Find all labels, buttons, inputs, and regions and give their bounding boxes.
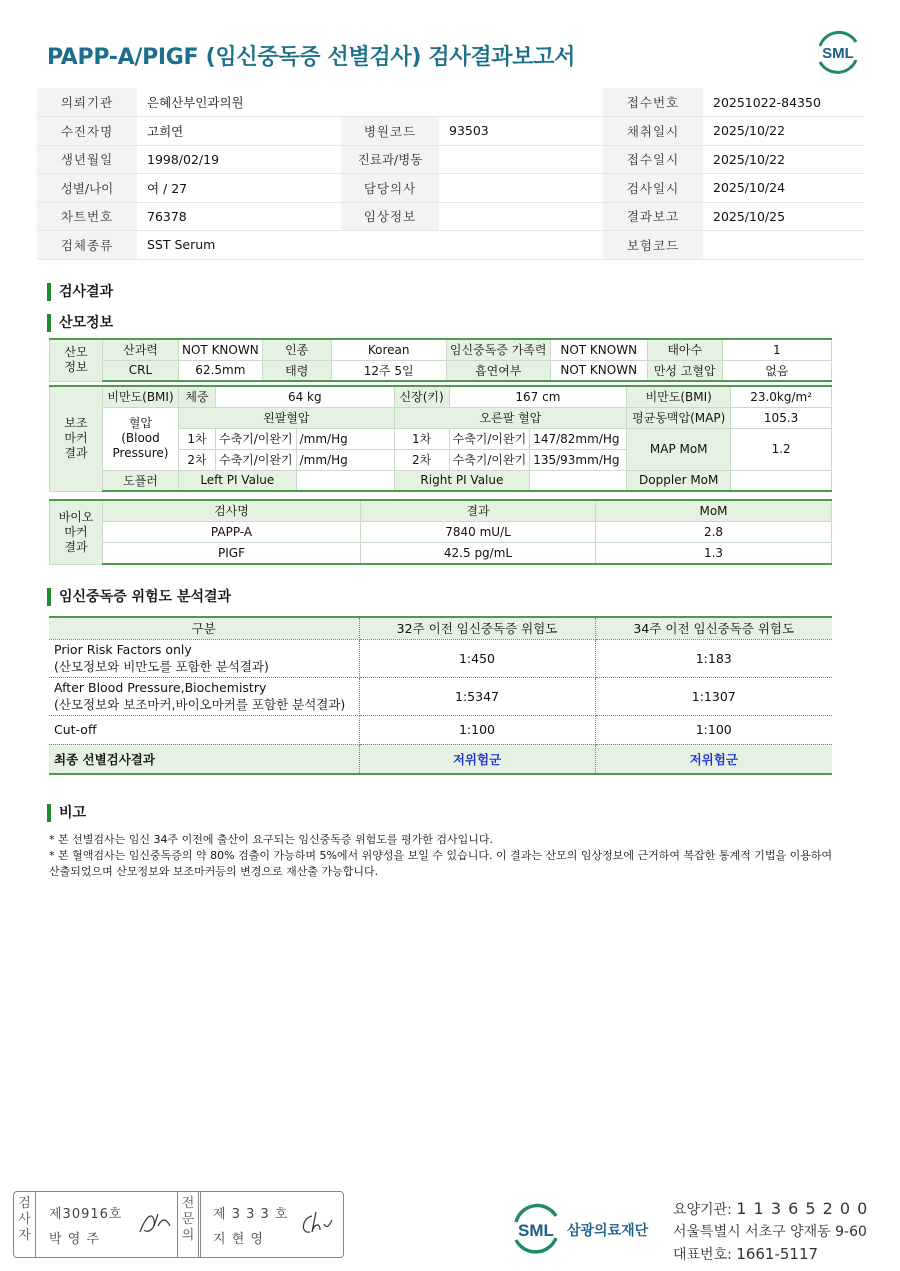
height-value: 167 cm: [449, 386, 627, 407]
right-pi-label: Right PI Value: [394, 470, 530, 491]
note-line: * 본 혈액검사는 임신중독증의 약 80% 검출이 가능하며 5%에서 위양성을 보일 수 있습니다. 이 결과는 산모의 임상정보에 근거하여 복잡한 통계적 기법을 이용하여 산출되었으며 산모정보와 보조마커등의 변경으로 재산출 가능합니다.: [49, 849, 833, 878]
name-value: 고희연: [137, 117, 341, 146]
crl-label: CRL: [103, 360, 179, 381]
left-first-label: 1차: [179, 428, 216, 449]
institution-value: 은혜산부인과의원: [137, 88, 603, 117]
bio-row-name: PAPP-A: [103, 521, 361, 542]
risk-col-34w: 34주 이전 임신중독증 위험도: [595, 617, 832, 639]
hospital-code-label: 병원코드: [341, 117, 439, 146]
receipt-no-label: 접수번호: [603, 88, 703, 117]
bio-row-result: 7840 mU/L: [361, 521, 596, 542]
specialist-license-no: 제 3 3 3 호: [213, 1207, 289, 1222]
sex-age-label: 성별/나이: [37, 174, 137, 203]
note-line: * 본 선별검사는 임신 34주 이전에 출산이 요구되는 임신중독증 위험도를 평가한 검사입니다.: [49, 833, 493, 846]
right-first-sysdia-label: 수축기/이완기: [449, 428, 530, 449]
risk-row-34w: 1:1307: [595, 677, 832, 715]
bio-row-result: 42.5 pg/mL: [361, 543, 596, 564]
insurance-label: 보험코드: [603, 231, 703, 260]
section-results-title: 검사결과: [47, 283, 113, 301]
clinical-label: 임상정보: [341, 202, 439, 231]
blood-pressure-label: 혈압 (Blood Pressure): [103, 407, 179, 470]
left-second-sysdia-label: 수축기/이완기: [216, 449, 297, 470]
risk-row-label: Cut-off: [49, 715, 359, 744]
test-date-value: 2025/10/24: [703, 174, 863, 203]
bio-row-name: PIGF: [103, 543, 361, 564]
crl-value: 62.5mm: [179, 360, 263, 381]
section-maternal-title: 산모정보: [47, 314, 113, 332]
left-pi-value: [296, 470, 394, 491]
risk-col-32w: 32주 이전 임신중독증 위험도: [359, 617, 595, 639]
weight-value: 64 kg: [216, 386, 395, 407]
phone-value: 1661-5117: [736, 1245, 819, 1263]
dept-label: 진료과/병동: [341, 145, 439, 174]
specialist-label: 전 문 의: [177, 1192, 199, 1257]
bio-side-label: 바이오 마커 결과: [50, 500, 103, 564]
right-arm-bp-label: 오른팔 혈압: [394, 407, 627, 428]
fetus-count-value: 1: [722, 339, 831, 360]
right-first-label: 1차: [394, 428, 449, 449]
examiner-name: 박 영 주: [49, 1232, 100, 1247]
receipt-no-value: 20251022-84350: [703, 88, 863, 117]
bio-row-mom: 1.3: [596, 543, 832, 564]
left-first-sysdia-label: 수축기/이완기: [216, 428, 297, 449]
doppler-label: 도플러: [103, 470, 179, 491]
bmi-label: 비만도(BMI): [627, 386, 731, 407]
map-mom-value: 1.2: [731, 428, 832, 470]
specialist-signature-icon: [296, 1206, 340, 1242]
report-date-label: 결과보고: [603, 202, 703, 231]
foundation-info: [673, 1198, 868, 1266]
patient-info-table: [37, 88, 863, 260]
risk-row-32w: 1:5347: [359, 677, 595, 715]
clinical-value: [439, 202, 603, 231]
doppler-mom-label: Doppler MoM: [627, 470, 731, 491]
receipt-date-label: 접수일시: [603, 145, 703, 174]
fetus-count-label: 태아수: [647, 339, 722, 360]
right-second-sysdia-label: 수축기/이완기: [449, 449, 530, 470]
chronic-hypertension-value: 없음: [722, 360, 831, 381]
chart-no-value: 76378: [137, 202, 341, 231]
foundation-logo: [510, 1200, 660, 1260]
risk-table: [49, 616, 832, 775]
final-result-label: 최종 선별검사결과: [49, 744, 359, 774]
map-value: 105.3: [731, 407, 832, 428]
care-no-value: 1 1 3 6 5 2 0 0: [736, 1199, 869, 1218]
sex-age-value: 여 / 27: [137, 174, 341, 203]
svg-text:삼광의료재단: 삼광의료재단: [567, 1223, 649, 1239]
care-no-label: 요양기관:: [673, 1202, 732, 1218]
dob-label: 생년월일: [37, 145, 137, 174]
risk-col-category: 구분: [49, 617, 359, 639]
smoking-value: NOT KNOWN: [550, 360, 647, 381]
final-result-32w: 저위험군: [359, 744, 595, 774]
hospital-code-value: 93503: [439, 117, 603, 146]
risk-row-label: After Blood Pressure,Biochemistry (산모정보와 보조마커,바이오마커를 포함한 분석결과): [49, 677, 359, 715]
right-second-bp-value: 135/93mm/Hg: [530, 449, 627, 470]
aux-side-label: 보조 마커 결과: [50, 386, 103, 491]
signature-box: [13, 1191, 344, 1258]
maternal-info-table: [49, 338, 832, 382]
specialist-name: 지 현 영: [213, 1232, 264, 1247]
phone-label: 대표번호:: [673, 1247, 732, 1263]
insurance-value: [703, 231, 863, 260]
risk-row-34w: 1:100: [595, 715, 832, 744]
section-risk-title: 임신중독증 위험도 분석결과: [47, 588, 231, 606]
parity-value: NOT KNOWN: [179, 339, 263, 360]
left-second-bp-value: /mm/Hg: [296, 449, 394, 470]
left-second-label: 2차: [179, 449, 216, 470]
chronic-hypertension-label: 만성 고혈압: [647, 360, 722, 381]
dob-value: 1998/02/19: [137, 145, 341, 174]
remarks-notes: [49, 832, 839, 880]
final-result-34w: 저위험군: [595, 744, 832, 774]
gestational-age-label: 태령: [262, 360, 331, 381]
parity-label: 산과력: [103, 339, 179, 360]
left-pi-label: Left PI Value: [179, 470, 297, 491]
foundation-address: 서울특별시 서초구 양재동 9-60: [673, 1224, 867, 1240]
doctor-value: [439, 174, 603, 203]
specimen-label: 검체종류: [37, 231, 137, 260]
report-title: PAPP-A/PIGF (임신중독증 선별검사) 검사결과보고서: [47, 45, 576, 70]
bio-col-mom: MoM: [596, 500, 832, 521]
chart-no-label: 차트번호: [37, 202, 137, 231]
examiner-label: 검 사 자: [14, 1192, 36, 1257]
risk-row-32w: 1:450: [359, 639, 595, 677]
family-history-label: 임신중독증 가족력: [446, 339, 550, 360]
map-mom-label: MAP MoM: [627, 428, 731, 470]
bmi-row-label: 비만도(BMI): [103, 386, 179, 407]
race-value: Korean: [331, 339, 446, 360]
svg-text:SML: SML: [822, 45, 854, 62]
map-label: 평균동맥압(MAP): [627, 407, 731, 428]
right-second-label: 2차: [394, 449, 449, 470]
test-date-label: 검사일시: [603, 174, 703, 203]
dept-value: [439, 145, 603, 174]
receipt-date-value: 2025/10/22: [703, 145, 863, 174]
institution-label: 의뢰기관: [37, 88, 137, 117]
bio-col-result: 결과: [361, 500, 596, 521]
bio-col-name: 검사명: [103, 500, 361, 521]
aux-marker-table: [49, 385, 832, 492]
report-date-value: 2025/10/25: [703, 202, 863, 231]
maternal-side-label: 산모 정보: [50, 339, 103, 381]
specimen-value: SST Serum: [137, 231, 603, 260]
right-first-bp-value: 147/82mm/Hg: [530, 428, 627, 449]
left-first-bp-value: /mm/Hg: [296, 428, 394, 449]
bmi-value: 23.0kg/m²: [731, 386, 832, 407]
doctor-label: 담당의사: [341, 174, 439, 203]
gestational-age-value: 12주 5일: [331, 360, 446, 381]
bio-marker-table: [49, 499, 832, 565]
examiner-signature-icon: [136, 1206, 176, 1242]
smoking-label: 흡연여부: [446, 360, 550, 381]
weight-label: 체중: [179, 386, 216, 407]
collect-date-value: 2025/10/22: [703, 117, 863, 146]
doppler-mom-value: [731, 470, 832, 491]
left-arm-bp-label: 왼팔혈압: [179, 407, 395, 428]
sml-foundation-logo-icon: [510, 1200, 660, 1256]
right-pi-value: [530, 470, 627, 491]
height-label: 신장(키): [394, 386, 449, 407]
sml-logo-icon: [812, 28, 864, 76]
race-label: 인종: [262, 339, 331, 360]
svg-text:SML: SML: [518, 1221, 554, 1240]
family-history-value: NOT KNOWN: [550, 339, 647, 360]
risk-row-32w: 1:100: [359, 715, 595, 744]
section-remarks-title: 비고: [47, 804, 86, 822]
name-label: 수진자명: [37, 117, 137, 146]
bio-row-mom: 2.8: [596, 521, 832, 542]
risk-row-34w: 1:183: [595, 639, 832, 677]
collect-date-label: 채취일시: [603, 117, 703, 146]
risk-row-label: Prior Risk Factors only (산모정보와 비만도를 포함한 분석결과): [49, 639, 359, 677]
examiner-license-no: 제30916호: [49, 1207, 123, 1222]
